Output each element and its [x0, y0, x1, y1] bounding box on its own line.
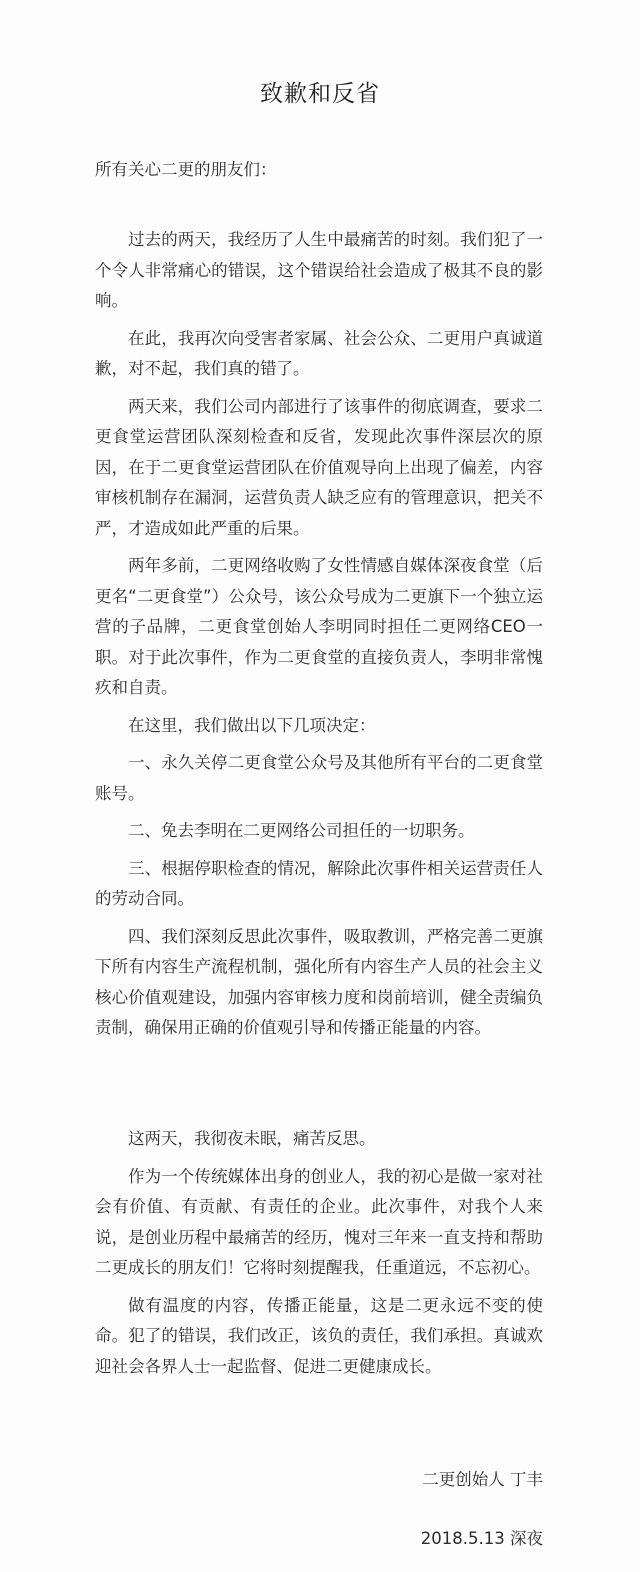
paragraph: 在这里，我们做出以下几项决定：: [128, 715, 376, 735]
salutation: 所有关心二更的朋友们：: [95, 160, 277, 179]
paragraph: 过去的两天，我经历了人生中最痛苦的时刻。我们犯了一个令人非常痛心的错误，这个错误给社会造成了极其不良的影响。: [95, 230, 543, 310]
page-title: 致歉和反省: [260, 81, 380, 107]
body-section-2: [95, 1124, 543, 1389]
paragraph: 这两天，我彻夜未眠，痛苦反思。: [128, 1129, 376, 1148]
signature-date: 2018.5.13 深夜: [420, 1529, 543, 1548]
decision-item-4: 四、我们深刻反思此次事件，吸取教训，严格完善二更旗下所有内容生产流程机制，强化所有内容生产人员的社会主义核心价值观建设，加强内容审核力度和岗前培训，健全责编负责制，确保用正确的价值观引导和传播正能量的内容。: [95, 926, 543, 1037]
decision-item-1: 一、永久关停二更食堂公众号及其他所有平台的二更食堂账号。: [95, 753, 543, 803]
paragraph: 两年多前，二更网络收购了女性情感自媒体深夜食堂（后更名“二更食堂”）公众号，该公众号成为二更旗下一个独立运营的子品牌，二更食堂创始人李明同时担任二更网络CEO一职。对于此次事件，作为二更食堂的直接负责人，李明非常愧疚和自责。: [95, 556, 543, 697]
paragraph: 作为一个传统媒体出身的创业人，我的初心是做一家对社会有价值、有贡献、有责任的企业。此次事件，对我个人来说，是创业历程中最痛苦的经历，愧对三年来一直支持和帮助二更成长的朋友们！它将时刻提醒我，任重道远，不忘初心。: [95, 1166, 543, 1277]
paragraph: 两天来，我们公司内部进行了该事件的彻底调查，要求二更食堂运营团队深刻检查和反省，发现此次事件深层次的原因，在于二更食堂运营团队在价值观导向上出现了偏差，内容审核机制存在漏洞，运营负责人缺乏应有的管理意识，把关不严，才造成如此严重的后果。: [95, 396, 543, 538]
decision-item-2: 二、免去李明在二更网络公司担任的一切职务。: [128, 821, 475, 840]
paragraph: 在此，我再次向受害者家属、社会公众、二更用户真诚道歉，对不起，我们真的错了。: [95, 328, 543, 378]
signature: 二更创始人 丁丰: [422, 1470, 543, 1489]
paragraph: 做有温度的内容，传播正能量，这是二更永远不变的使命。犯了的错误，我们改正，该负的责任，我们承担。真诚欢迎社会各界人士一起监督、促进二更健康成长。: [95, 1295, 543, 1376]
decision-item-3: 三、根据停职检查的情况，解除此次事件相关运营责任人的劳动合同。: [95, 858, 543, 908]
body-section-1: [95, 225, 543, 1051]
